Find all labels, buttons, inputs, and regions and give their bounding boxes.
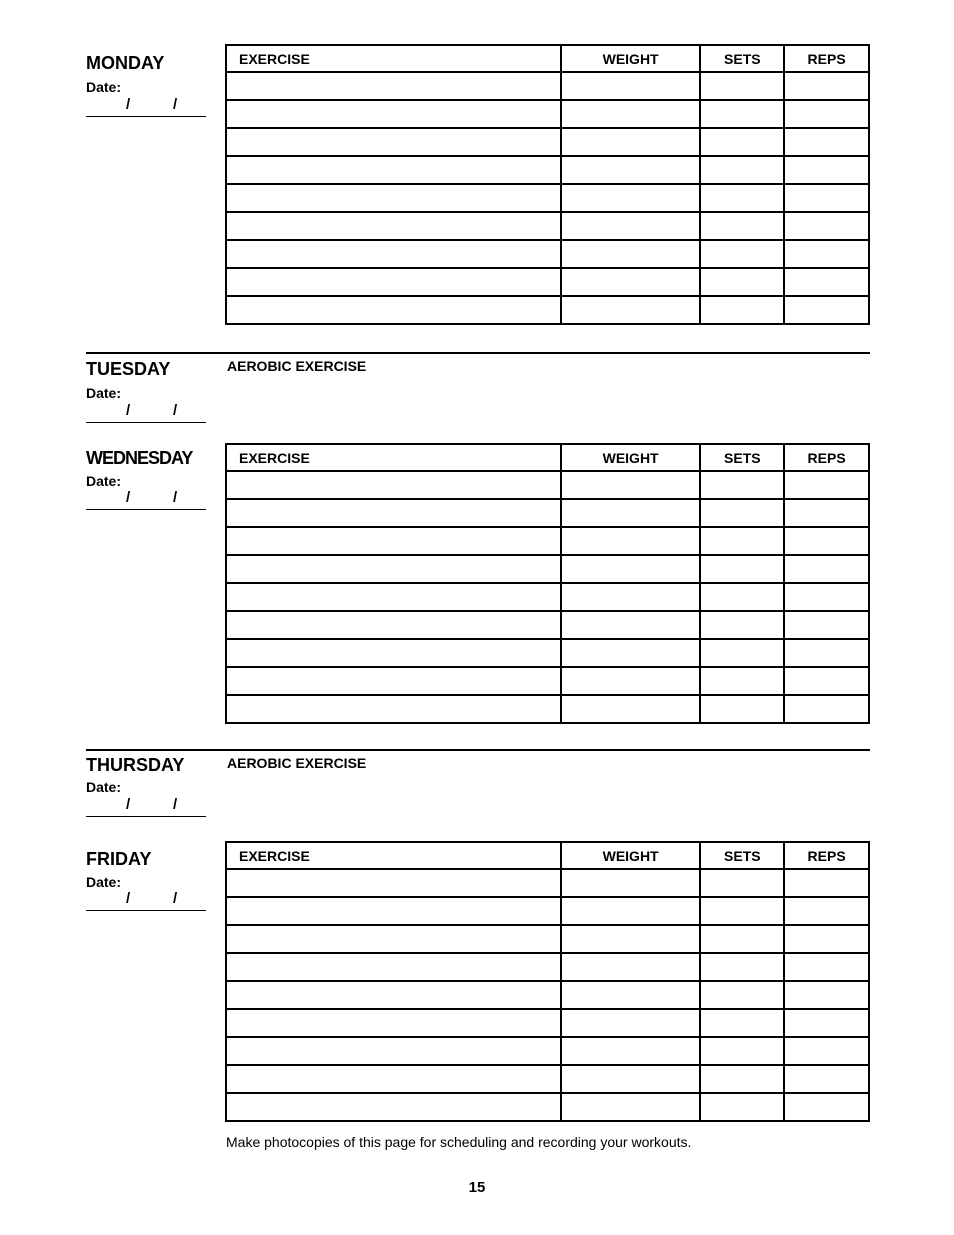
weight-cell[interactable] [561,981,701,1009]
date-field-wednesday[interactable] [86,489,206,510]
reps-cell[interactable] [784,100,869,128]
sets-cell[interactable] [700,100,784,128]
aerobic-exercise-label-thursday: AEROBIC EXERCISE [227,755,367,771]
weight-cell[interactable] [561,268,701,296]
exercise-cell[interactable] [226,240,561,268]
sets-cell[interactable] [700,897,784,925]
table-row [226,925,869,953]
weight-cell[interactable] [561,527,701,555]
table-row [226,953,869,981]
table-row [226,240,869,268]
exercise-cell[interactable] [226,1093,561,1121]
weight-cell[interactable] [561,100,701,128]
reps-cell[interactable] [784,296,869,324]
exercise-cell[interactable] [226,667,561,695]
date-separator: / [126,96,131,113]
footnote: Make photocopies of this page for scheduling and recording your workouts. [226,1134,692,1150]
exercise-cell[interactable] [226,1037,561,1065]
day-heading-wednesday: WEDNESDAY [86,448,193,468]
weight-cell[interactable] [561,953,701,981]
table-row [226,639,869,667]
exercise-cell[interactable] [226,212,561,240]
day-heading-friday: FRIDAY [86,849,152,869]
table-row [226,212,869,240]
date-separator: / [173,796,178,813]
table-row [226,128,869,156]
sets-cell[interactable] [700,1037,784,1065]
exercise-cell[interactable] [226,100,561,128]
table-row [226,1009,869,1037]
reps-cell[interactable] [784,583,869,611]
weight-cell[interactable] [561,212,701,240]
sets-cell[interactable] [700,1009,784,1037]
date-separator: / [126,402,131,419]
section-divider-tuesday [86,352,870,354]
date-field-friday[interactable] [86,890,206,911]
column-header-sets: SETS [700,444,784,471]
date-separator: / [173,96,178,113]
reps-cell[interactable] [784,869,869,897]
weight-cell[interactable] [561,72,701,100]
reps-cell[interactable] [784,925,869,953]
sets-cell[interactable] [700,128,784,156]
weight-cell[interactable] [561,499,701,527]
table-row [226,72,869,100]
exercise-cell[interactable] [226,981,561,1009]
table-row [226,555,869,583]
date-label-tuesday: Date: [86,385,122,401]
weight-cell[interactable] [561,639,701,667]
sets-cell[interactable] [700,611,784,639]
sets-cell[interactable] [700,639,784,667]
weight-cell[interactable] [561,156,701,184]
exercise-cell[interactable] [226,925,561,953]
weight-cell[interactable] [561,869,701,897]
exercise-cell[interactable] [226,953,561,981]
exercise-cell[interactable] [226,611,561,639]
weight-cell[interactable] [561,184,701,212]
reps-cell[interactable] [784,639,869,667]
weight-cell[interactable] [561,555,701,583]
reps-cell[interactable] [784,156,869,184]
weight-cell[interactable] [561,240,701,268]
table-row [226,667,869,695]
table-row [226,897,869,925]
weight-cell[interactable] [561,695,701,723]
table-row [226,1065,869,1093]
day-heading-monday: MONDAY [86,53,165,73]
exercise-cell[interactable] [226,296,561,324]
sets-cell[interactable] [700,953,784,981]
column-header-reps: REPS [784,45,869,72]
column-header-sets: SETS [700,842,784,869]
column-header-weight: WEIGHT [561,45,701,72]
weight-cell[interactable] [561,471,701,499]
date-field-tuesday[interactable] [86,402,206,423]
column-header-reps: REPS [784,842,869,869]
aerobic-exercise-label-tuesday: AEROBIC EXERCISE [227,358,367,374]
day-heading-tuesday: TUESDAY [86,359,171,379]
sets-cell[interactable] [700,555,784,583]
date-separator: / [126,890,131,907]
exercise-cell[interactable] [226,499,561,527]
weight-cell[interactable] [561,611,701,639]
table-row [226,471,869,499]
reps-cell[interactable] [784,953,869,981]
sets-cell[interactable] [700,1093,784,1121]
table-row [226,100,869,128]
date-label-friday: Date: [86,874,122,890]
sets-cell[interactable] [700,240,784,268]
exercise-cell[interactable] [226,527,561,555]
weight-cell[interactable] [561,128,701,156]
exercise-cell[interactable] [226,156,561,184]
date-field-thursday[interactable] [86,796,206,817]
exercise-cell[interactable] [226,897,561,925]
date-separator: / [126,796,131,813]
date-label-thursday: Date: [86,779,122,795]
date-separator: / [173,890,178,907]
table-row [226,1037,869,1065]
date-label-monday: Date: [86,79,122,95]
sets-cell[interactable] [700,268,784,296]
reps-cell[interactable] [784,1009,869,1037]
reps-cell[interactable] [784,499,869,527]
column-header-weight: WEIGHT [561,444,701,471]
sets-cell[interactable] [700,72,784,100]
column-header-sets: SETS [700,45,784,72]
reps-cell[interactable] [784,240,869,268]
reps-cell[interactable] [784,268,869,296]
table-row [226,268,869,296]
exercise-cell[interactable] [226,128,561,156]
sets-cell[interactable] [700,499,784,527]
reps-cell[interactable] [784,72,869,100]
day-heading-thursday: THURSDAY [86,755,185,775]
sets-cell[interactable] [700,184,784,212]
exercise-cell[interactable] [226,1065,561,1093]
weight-cell[interactable] [561,667,701,695]
reps-cell[interactable] [784,611,869,639]
column-header-weight: WEIGHT [561,842,701,869]
exercise-table-monday [225,44,870,325]
weight-cell[interactable] [561,1065,701,1093]
exercise-cell[interactable] [226,184,561,212]
sets-cell[interactable] [700,583,784,611]
reps-cell[interactable] [784,471,869,499]
column-header-exercise: EXERCISE [226,45,561,72]
table-row [226,611,869,639]
weight-cell[interactable] [561,1009,701,1037]
column-header-exercise: EXERCISE [226,444,561,471]
exercise-cell[interactable] [226,555,561,583]
table-row [226,981,869,1009]
weight-cell[interactable] [561,583,701,611]
exercise-table-wednesday [225,443,870,724]
sets-cell[interactable] [700,527,784,555]
sets-cell[interactable] [700,667,784,695]
reps-cell[interactable] [784,1065,869,1093]
exercise-cell[interactable] [226,639,561,667]
exercise-cell[interactable] [226,72,561,100]
table-row [226,499,869,527]
section-divider-thursday [86,749,870,751]
sets-cell[interactable] [700,981,784,1009]
reps-cell[interactable] [784,212,869,240]
date-separator: / [173,489,178,506]
sets-cell[interactable] [700,212,784,240]
reps-cell[interactable] [784,555,869,583]
table-row [226,695,869,723]
exercise-cell[interactable] [226,471,561,499]
column-header-exercise: EXERCISE [226,842,561,869]
reps-cell[interactable] [784,897,869,925]
weight-cell[interactable] [561,897,701,925]
weight-cell[interactable] [561,1093,701,1121]
table-row [226,583,869,611]
sets-cell[interactable] [700,156,784,184]
table-row [226,156,869,184]
exercise-cell[interactable] [226,268,561,296]
sets-cell[interactable] [700,1065,784,1093]
reps-cell[interactable] [784,981,869,1009]
exercise-cell[interactable] [226,1009,561,1037]
exercise-table-friday [225,841,870,1122]
weight-cell[interactable] [561,1037,701,1065]
exercise-cell[interactable] [226,695,561,723]
exercise-cell[interactable] [226,583,561,611]
date-field-monday[interactable] [86,96,206,117]
weight-cell[interactable] [561,296,701,324]
sets-cell[interactable] [700,471,784,499]
column-header-reps: REPS [784,444,869,471]
table-row [226,869,869,897]
date-label-wednesday: Date: [86,473,122,489]
page-number: 15 [468,1179,486,1196]
sets-cell[interactable] [700,296,784,324]
date-separator: / [126,489,131,506]
table-row [226,184,869,212]
sets-cell[interactable] [700,695,784,723]
weight-cell[interactable] [561,925,701,953]
table-row [226,296,869,324]
table-row [226,527,869,555]
reps-cell[interactable] [784,1093,869,1121]
reps-cell[interactable] [784,1037,869,1065]
sets-cell[interactable] [700,869,784,897]
reps-cell[interactable] [784,128,869,156]
exercise-cell[interactable] [226,869,561,897]
sets-cell[interactable] [700,925,784,953]
reps-cell[interactable] [784,184,869,212]
reps-cell[interactable] [784,667,869,695]
reps-cell[interactable] [784,527,869,555]
reps-cell[interactable] [784,695,869,723]
date-separator: / [173,402,178,419]
table-row [226,1093,869,1121]
